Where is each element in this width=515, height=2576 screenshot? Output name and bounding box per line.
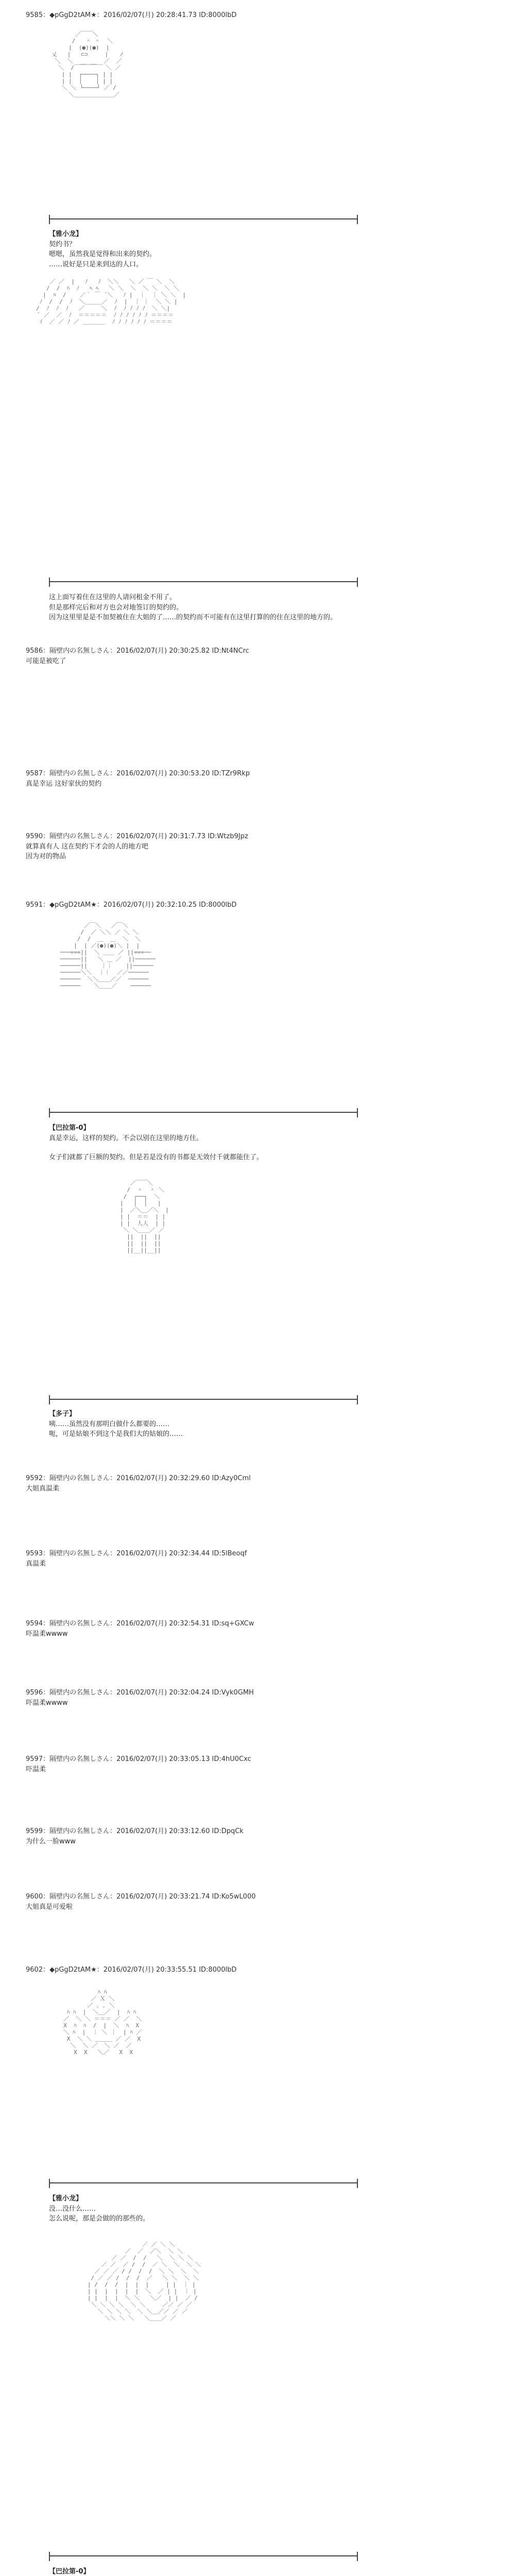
post-9600 — [26, 1891, 479, 1912]
dialog-line: 怎么说呢，那是会做的的那些的。 — [49, 2215, 150, 2223]
post-header: 9602：◆pGgD2tAM★：2016/02/07(月) 20:33:55.51 ID:8000lbD — [26, 1966, 237, 1974]
dialog-block — [49, 229, 451, 269]
speaker-label: 【巴拉第-0】 — [49, 1124, 90, 1132]
post-header: 9587：隔壁内の名無しさん：2016/02/07(月) 20:30:53.20 ID:TZr9Rkp — [26, 770, 250, 777]
divider — [49, 2182, 358, 2183]
speaker-label: 【巴拉第-0】 — [49, 2568, 90, 2575]
dialog-line: 但是那样完后和对方也会对地签订的契约的。 — [49, 603, 183, 612]
divider — [49, 1112, 358, 1113]
post-9594 — [26, 1618, 479, 1639]
dialog-line: 这上面写着住在这里的人请问租金不用了。 — [49, 594, 177, 601]
post-header: 9597：隔壁内の名無しさん：2016/02/07(月) 20:33:05.13 ID:4hU0Cxc — [26, 1755, 251, 1763]
dialog-line: 真是幸运，这样的契约。不会以别在这里的地方住。 — [49, 1134, 203, 1142]
post-body: 就算真有人 这在契约下才会的人的地方吧 因为对的物品 — [26, 843, 149, 860]
dialog-block — [49, 592, 451, 623]
post-header: 9599：隔壁内の名無しさん：2016/02/07(月) 20:33:12.60 ID:DpqCk — [26, 1827, 244, 1835]
post-9586 — [26, 645, 479, 667]
post-9599 — [26, 1825, 479, 1847]
dialog-block — [49, 1409, 451, 1439]
post-9593 — [26, 1548, 479, 1569]
post-9590 — [26, 831, 479, 862]
post-body: 真是幸运 这好家伙的契约 — [26, 780, 102, 788]
dialog-line: 契约书？ — [49, 240, 76, 248]
post-header: 9596：隔壁内の名無しさん：2016/02/07(月) 20:32:04.24 ID:Vyk0GMH — [26, 1689, 254, 1697]
post-body: 真温柔 — [26, 1560, 46, 1568]
ascii-art: ／￣＼ ／￣＼ / ／ ＼＼ ／ ＼ ＼ / / ＿ ＿ ＼ ＼ | | ／(●)(●)＼ | | ───===|| ＼ ＿＿ ／ ||===── ──────|| ＼ ＿ ／ ||────── ──────|| ｜｜ ||────── ──────＼＼ ｜｜ ／／────── ────── ＼＼＿＿／／ ────── ────── ＼＿＿／ ────── — [60, 922, 156, 989]
post-body: 吓温柔wwww — [26, 1699, 68, 1707]
post-9591 — [26, 899, 479, 909]
post-body: 大姐真是可爱啦 — [26, 1903, 73, 1911]
post-9596 — [26, 1687, 479, 1708]
dialog-line: 呃，可是姑娘不到这个是我们大的姑娘的…… — [49, 1430, 183, 1438]
post-header: 9585：◆pGgD2tAM★：2016/02/07(月) 20:28:41.73 ID:8000lbD — [26, 11, 237, 19]
post-body: 吓温柔 — [26, 1766, 46, 1773]
speaker-label: 【雅小龙】 — [49, 2195, 83, 2202]
divider — [49, 218, 358, 219]
ascii-art: ／ ／ | ﾉ ﾉ ＼＼ ＼ ／ ￣ ＼ ＼ / / ﾊ ﾉ ﾍ ﾍ ＼ ＼ ＼ ＼ ＼ ＼ ＼ | ﾊ / ／｀ ￣ ´＼ ﾉ | ｜ ｜ ＼ ＼ | ﾉ / / ﾉ ＼＿＿＿／ ﾉ | ｜ ｜ ＼ ＼ | / ﾉ ﾉ ﾉ ／ ＼ ﾉ ﾉ ﾉ ﾉ ﾉ ＼ ＼| ﾞ ／ ／ ﾉ ＝＝＝＝＝ ﾉ ﾉ ﾉ ﾉ ﾉ ﾉ ＝＝＝＝ ｲ ／ ／ ﾉ ／ ＿＿＿＿ ﾉ ﾉ ﾉ ﾉ ﾉ ﾉ ＝＝＝＝ — [36, 278, 186, 325]
post-9592 — [26, 1472, 479, 1494]
dialog-line: 咦……虽然没有那明白做什么都要的…… — [49, 1420, 170, 1428]
post-body: 为什么一脸www — [26, 1838, 76, 1845]
speaker-label: 【雅小龙】 — [49, 230, 83, 238]
dialog-line: ……说好是只是来到达的人口。 — [49, 260, 143, 268]
post-9597 — [26, 1753, 479, 1775]
dialog-block — [49, 2567, 451, 2576]
post-9602 — [26, 1964, 479, 1974]
dialog-block — [49, 1123, 451, 1163]
divider — [49, 581, 358, 582]
ascii-art: ／￣￣＼ / ＾ ＾ ＼ | (●)(●) | 乂 | ⊂⊃ | ノ ＼ ＼ __ __ ／ ／ ＼ /￣￣￣￣￣ ＼ ／ | | ┌────┐ | | | | │ │ | | ＼ ＼ └────┘ ／ / ＼＿＿＿＿＿＿＿／ — [51, 31, 125, 98]
post-header: 9592：隔壁内の名無しさん：2016/02/07(月) 20:32:29.60 ID:Azy0Cml — [26, 1475, 251, 1482]
post-body: 可能是被吃了 — [26, 657, 66, 665]
post-header: 9586：隔壁内の名無しさん：2016/02/07(月) 20:30:25.82 ID:Nt4NCrc — [26, 647, 249, 655]
post-9587 — [26, 768, 479, 789]
post-header: 9593：隔壁内の名無しさん：2016/02/07(月) 20:32:34.44 ID:5lBeoqf — [26, 1550, 247, 1557]
post-header: 9594：隔壁内の名無しさん：2016/02/07(月) 20:32:54.31 ID:sq+GXCw — [26, 1620, 254, 1628]
post-header: 9591：◆pGgD2tAM★：2016/02/07(月) 20:32:10.25 ID:8000lbD — [26, 901, 237, 909]
dialog-block — [49, 2194, 451, 2224]
dialog-line: 女子们就都了巨额的契约。但是若是没有的书都是无效付千就都能住了。 — [49, 1154, 264, 1161]
post-header: 9600：隔壁内の名無しさん：2016/02/07(月) 20:33:21.74 ID:Ko5wL000 — [26, 1893, 256, 1901]
dialog-line: 嗯嗯，虽然我是觉得和出来的契约。 — [49, 250, 157, 258]
divider — [49, 2555, 358, 2556]
dialog-line: 因为这里里是是不加契被住在大姐的了……的契约而不可能有在这里打算的的住在这里的地方的。 — [49, 614, 337, 621]
speaker-label: 【多子】 — [49, 1410, 76, 1418]
ascii-art: ／ ／ ＼ ＼ ／ ／ ／＼ ＼ ＼ ／ ／ / / ＼ ＼ ＼ ＼ ／ ／ ／ / / ／ ＼ ＼ ＼ ＼ ／ ／ ／ / / / / ＼ ＼ ＼ ＼ / ／ ／ / / / ／ ＼ ＼ ＼ ＼ | / / / | | | | | ｜ | | | | | | | ＼ ／ | | ｜ | | | | | ＼ ＼ ＼／ | | ／ / ＼ ＼ ＼ ＼ ＼ ＼ ／／ ／ ／ ＼ ＼ ＼ ＼ ＼ ＼＿／／ ／ ／ ＼＼ ＼ ＼ ＼＿＿／ ／ — [87, 2241, 201, 2321]
ascii-art: ／￣￣＼ / ＾ ＾ ＼ / ┌──┐ ＼ | │ │ | | ／＼＿／＼ | | | ＝＝ | | | | 人人 | | ＼ ＼＿＿／ ／ || || || || || || ||__||__|| — [119, 1180, 169, 1253]
post-body: 大姐真温柔 — [26, 1485, 60, 1493]
post-body: 吓温柔wwww — [26, 1630, 68, 1638]
divider — [49, 1399, 358, 1400]
dialog-line: 没…没什么…… — [49, 2205, 96, 2213]
post-header: 9590：隔壁内の名無しさん：2016/02/07(月) 20:31:7.73 ID:Wtzb9Jpz — [26, 833, 248, 840]
post-9585 — [26, 9, 479, 19]
ascii-art: ﾊ ﾊ ／ Ｘ ＼ ／ ｡ ｡ ＼ ﾊ ﾊ | ＼＿／ | ﾊ ﾊ ／ ＼ ＼ ＝＝＝ ／ ／ ＼ X ﾊ ﾊ / | ＼ ﾊ X ＼ ﾊ | ｜ ＼ ｜ | ﾊ ／ X ＼ ＼ ＿＿＿ ／ ／ X ＼ ＼ ／ ＼ ／ ／ X X ＼／ X X — [63, 1989, 142, 2056]
